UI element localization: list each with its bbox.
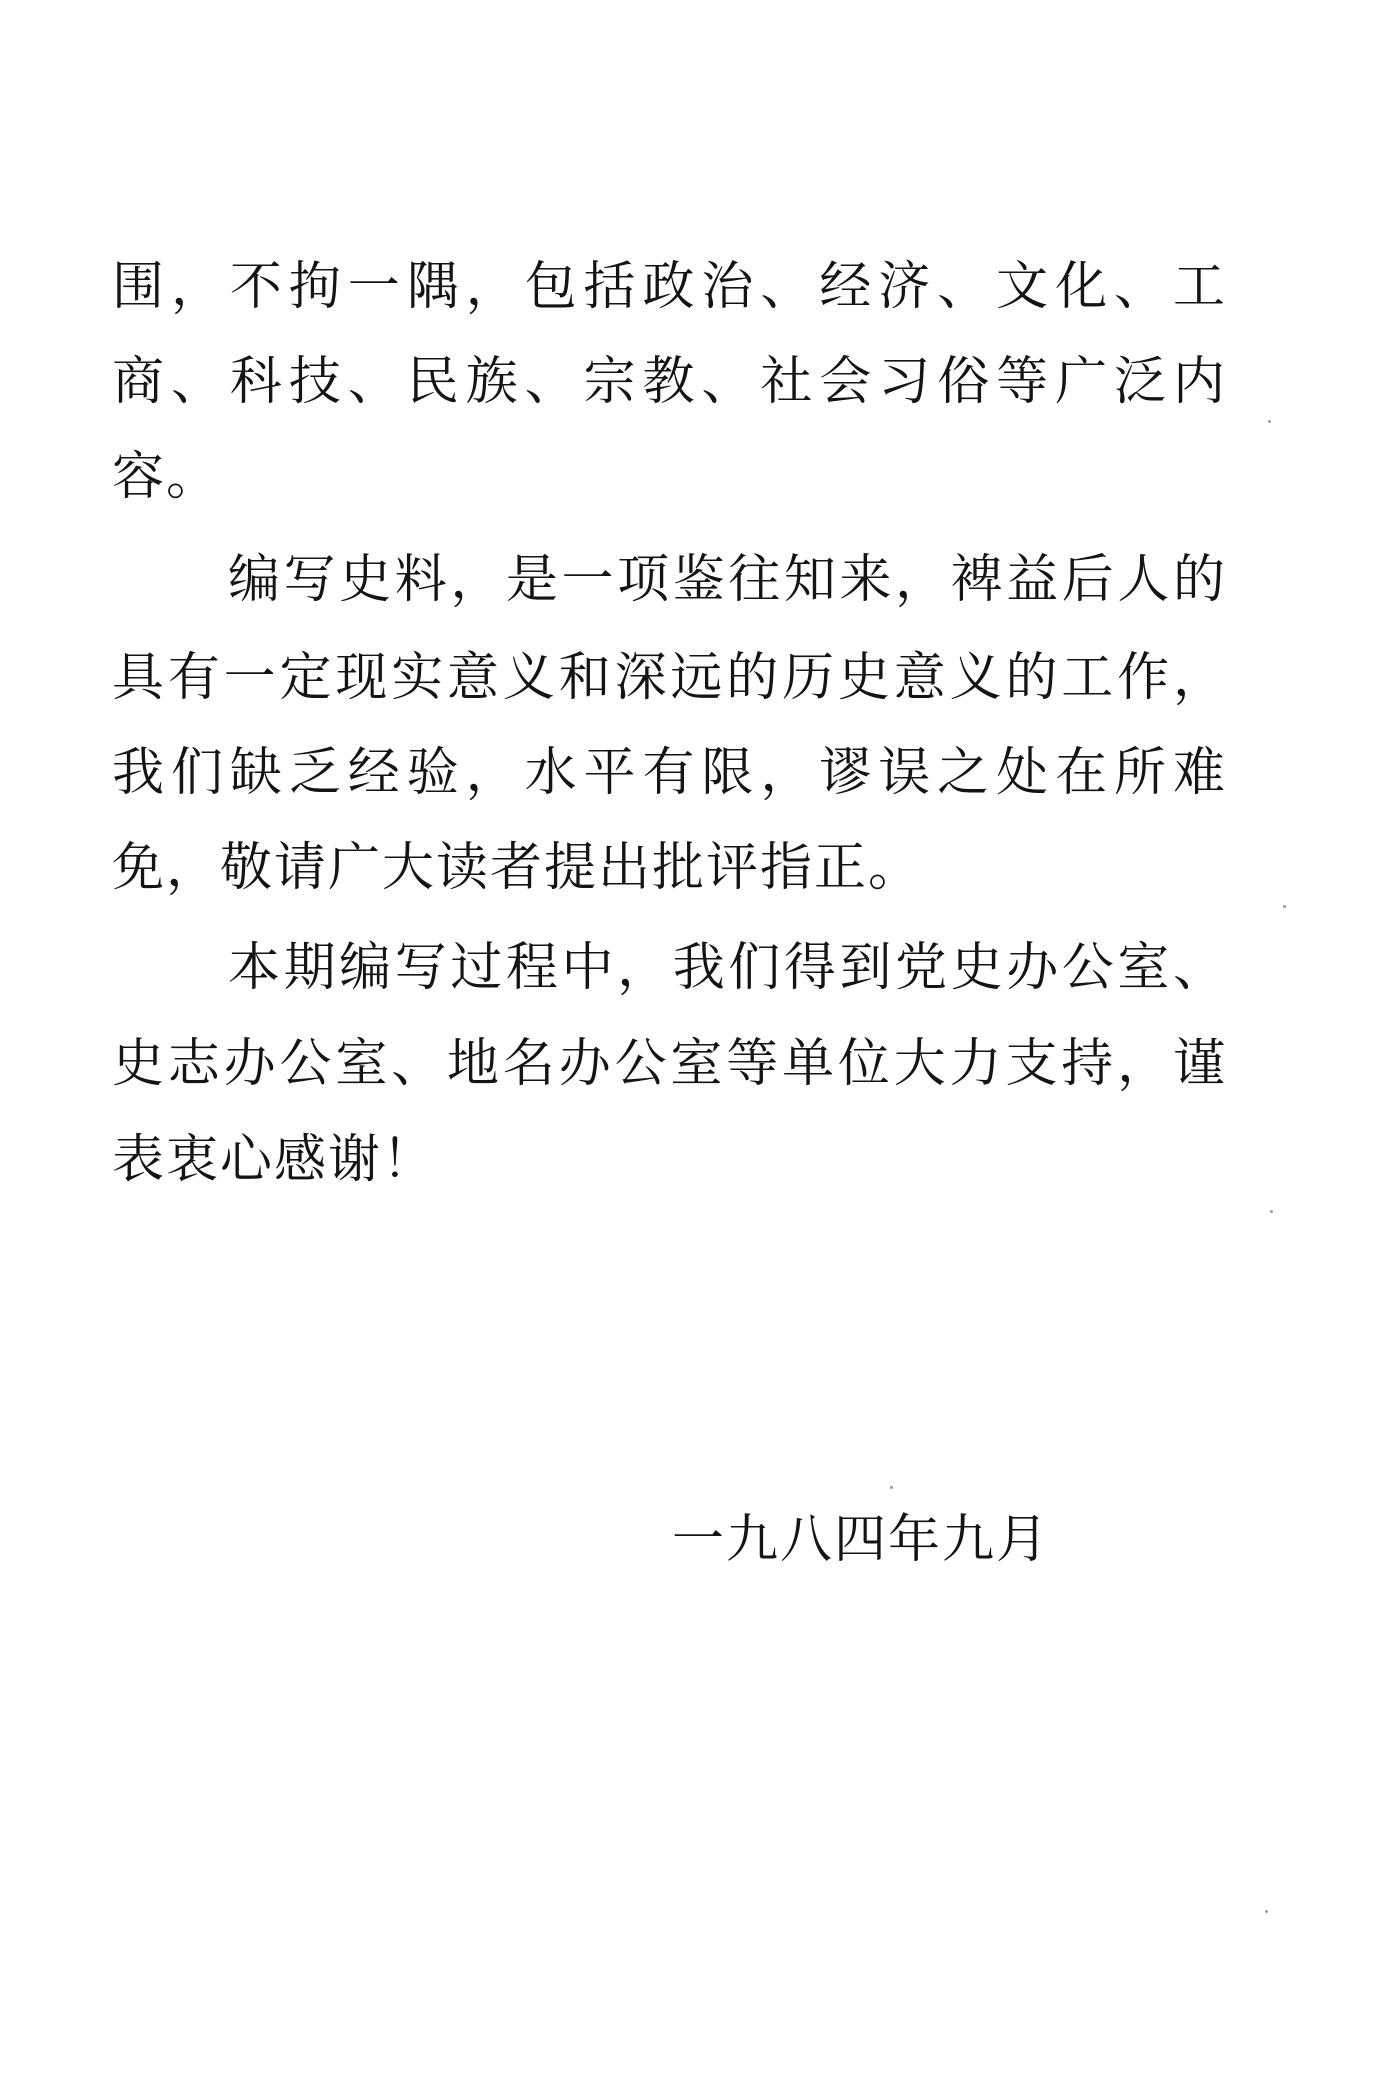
paragraph-1-line-1: 围，不拘一隅，包括政治、经济、文化、工 [112, 257, 1227, 317]
scan-speck [890, 1486, 893, 1489]
document-date: 一九八四年九月 [672, 1510, 1051, 1570]
scan-speck [1270, 1210, 1273, 1213]
paragraph-3-line-2: 史志办公室、地名办公室等单位大力支持，谨 [112, 1034, 1227, 1094]
paragraph-2-line-2: 具有一定现实意义和深远的历史意义的工作， [112, 648, 1227, 708]
scan-speck [1283, 905, 1286, 908]
paragraph-2-line-4: 免，敬请广大读者提出批评指正。 [112, 838, 923, 898]
scan-speck [1265, 1910, 1268, 1913]
paragraph-3-line-3: 表衷心感谢！ [112, 1130, 437, 1190]
scan-speck [1268, 420, 1271, 423]
paragraph-2-line-3: 我们缺乏经验，水平有限，谬误之处在所难 [112, 743, 1227, 803]
paragraph-2-line-1: 编写史料，是一项鉴往知来，裨益后人的 [228, 550, 1227, 610]
paragraph-1-line-2: 商、科技、民族、宗教、社会习俗等广泛内 [112, 352, 1227, 412]
paragraph-1-line-3: 容。 [112, 447, 221, 507]
paragraph-3-line-1: 本期编写过程中，我们得到党史办公室、 [228, 938, 1227, 998]
